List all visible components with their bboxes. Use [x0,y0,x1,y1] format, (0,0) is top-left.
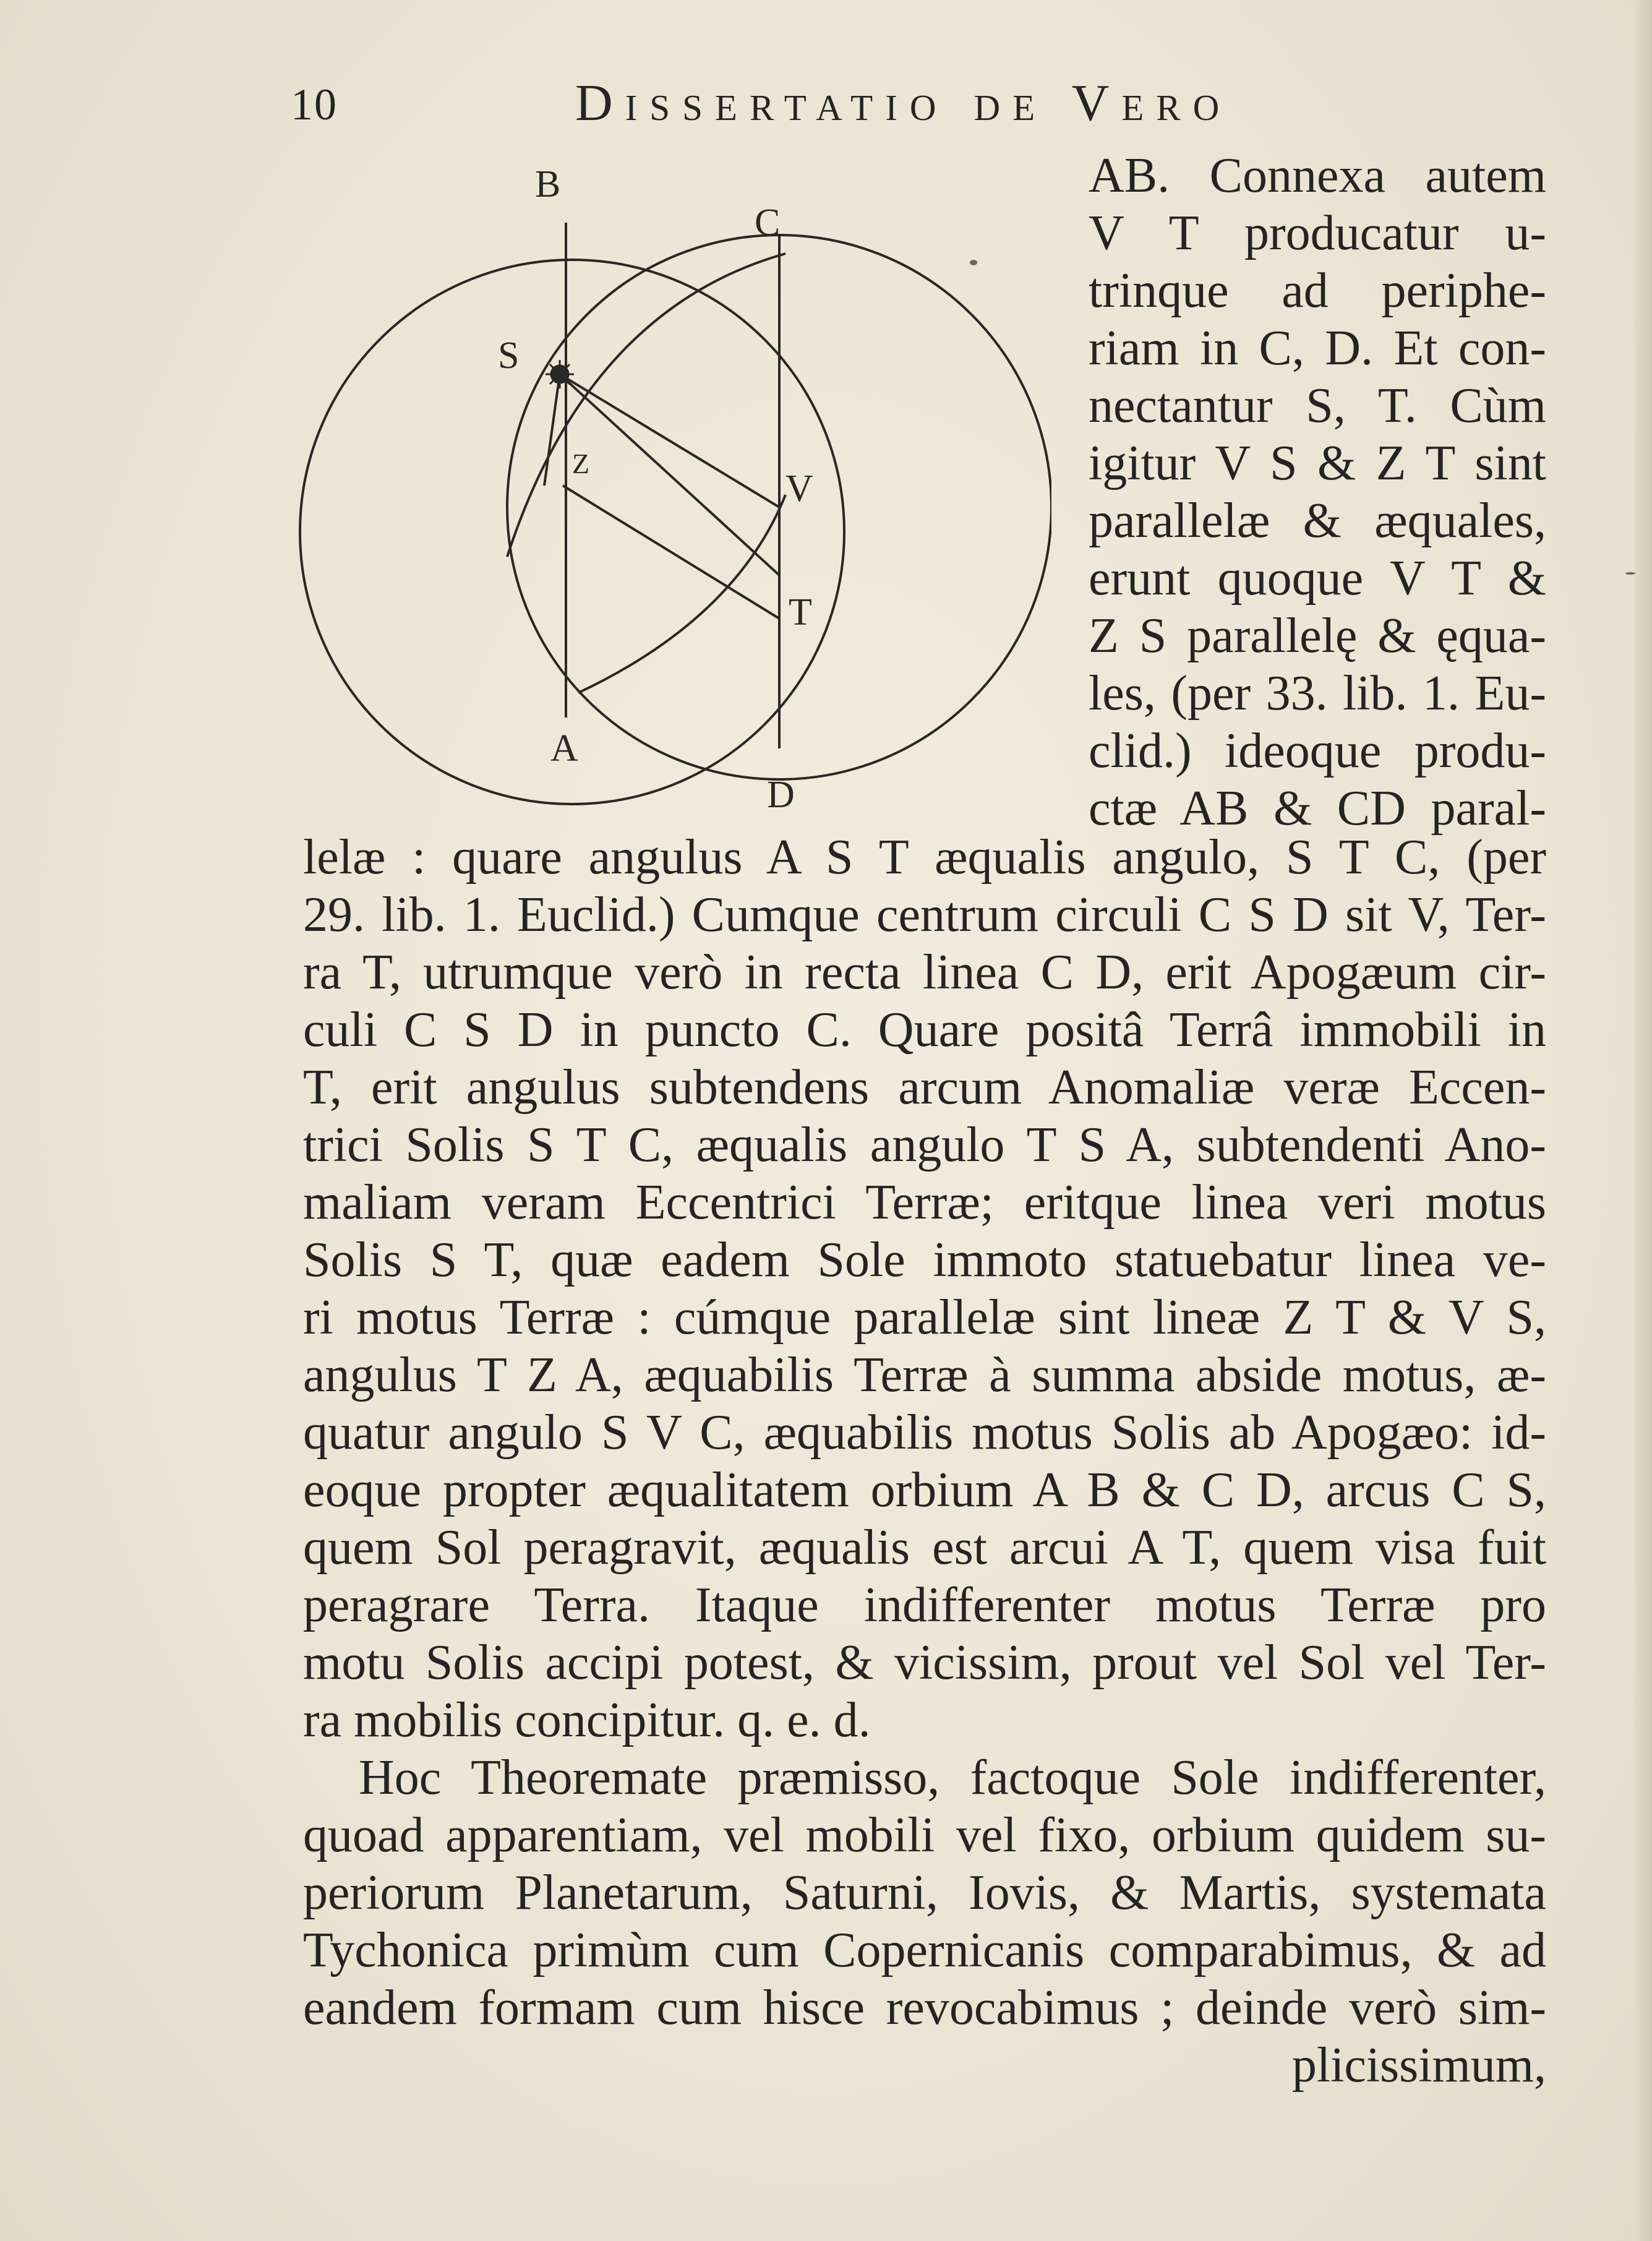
text-line: ra mobilis concipitur. q. e. d. [303,1693,871,1747]
paper-speck [970,260,977,265]
inner-arc-left [507,254,785,557]
text-line: Hoc Theoremate præmisso, factoque Sole indifferenter, [359,1750,1546,1805]
label-v: V [785,468,813,510]
text-line: nectantur S, T. Cùm [1089,379,1546,433]
page-number: 10 [291,80,338,129]
page-gutter-shadow [1635,0,1652,2241]
text-line: peragrare Terra. Itaque indifferenter motus Terræ pro [303,1578,1546,1632]
text-line: Z S parallelę & ęqua- [1089,609,1546,663]
line-s-t [560,374,779,575]
geometric-figure [291,148,1051,835]
text-line: periorum Planetarum, Saturni, Iovis, & Martis, systemata [303,1866,1546,1920]
line-z-t [563,486,779,619]
text-line: lelæ : quare angulus A S T æqualis angulo, S T C, (per [303,830,1546,885]
circle-ab [300,260,844,804]
text-line: T, erit angulus subtendens arcum Anomaliæ veræ Eccen- [303,1060,1546,1115]
text-line: Solis S T, quæ eadem Sole immoto statuebatur linea ve- [303,1233,1546,1287]
label-s: S [498,335,520,377]
text-line: culi C S D in puncto C. Quare positâ Terrâ immobili in [303,1003,1546,1057]
page-header [291,73,1540,147]
text-line: motu Solis accipi potest, & vicissim, prout vel Sol vel Ter- [303,1635,1546,1690]
label-t: T [789,591,812,633]
text-line: quoad apparentiam, vel mobili vel fixo, orbium quidem su- [303,1808,1546,1862]
label-a: A [550,727,578,769]
text-line: V T producatur u- [1089,206,1546,260]
text-line: les, (per 33. lib. 1. Eu- [1089,666,1546,721]
text-line: trici Solis S T C, æqualis angulo T S A, subtendenti Ano- [303,1118,1546,1172]
label-d: D [767,774,795,816]
text-line: quatur angulo S V C, æquabilis motus Solis ab Apogæo: id- [303,1405,1546,1460]
text-line: 29. lib. 1. Euclid.) Cumque centrum circuli C S D sit V, Ter- [303,888,1546,942]
label-b: B [535,163,561,205]
inner-arc-right [578,495,785,693]
text-beside-figure [1089,147,1546,838]
label-c: C [755,202,781,244]
text-line: angulus T Z A, æquabilis Terræ à summa abside motus, æ- [303,1348,1546,1402]
text-line: ra T, utrumque verò in recta linea C D, erit Apogæum cir- [303,945,1546,1000]
text-line: clid.) ideoque produ- [1089,724,1546,778]
text-line: ctæ AB & CD paral- [1089,781,1546,836]
line-s-z [544,374,560,486]
text-line: erunt quoque V T & [1089,551,1546,606]
text-line: igitur V S & Z T sint [1089,436,1546,491]
text-line: eandem formam cum hisce revocabimus ; deinde verò sim- [303,1981,1546,2035]
label-z: Z [572,448,590,479]
running-title: Dissertatio de Vero [575,74,1232,132]
main-text-block [303,829,1546,2094]
text-line: eoque propter æqualitatem orbium A B & C D, arcus C S, [303,1463,1546,1517]
text-line: maliam veram Eccentrici Terræ; eritque linea veri motus [303,1175,1546,1230]
text-line: AB. Connexa autem [1089,148,1546,203]
text-line: Tychonica primùm cum Copernicanis comparabimus, & ad [303,1923,1546,1977]
text-line: trinque ad periphe- [1089,264,1546,318]
text-line: ri motus Terræ : cúmque parallelæ sint lineæ Z T & V S, [303,1290,1546,1345]
line-s-v [560,374,779,507]
text-line: riam in C, D. Et con- [1089,321,1546,375]
text-line: plicissimum, [1291,2038,1546,2093]
text-line: quem Sol peragravit, æqualis est arcui A T, quem visa fuit [303,1520,1546,1575]
eccentric-circles-diagram [291,148,1051,835]
text-line: parallelæ & æquales, [1089,494,1546,548]
paper-speck [1625,572,1635,575]
